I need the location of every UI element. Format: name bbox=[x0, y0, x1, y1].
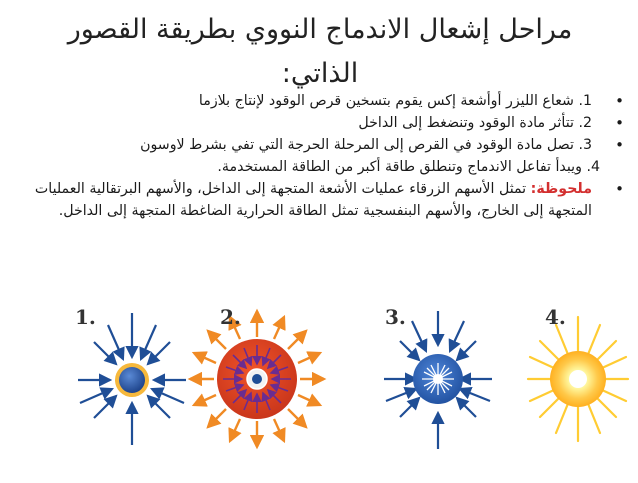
note-label: ملحوظة: bbox=[530, 181, 592, 197]
note-item bbox=[10, 178, 630, 222]
stage-1-group bbox=[78, 313, 186, 445]
stage-4-group bbox=[528, 317, 628, 441]
stage-label-2: 2. bbox=[220, 305, 241, 329]
stages-svg bbox=[0, 305, 638, 479]
ignition-stages-diagram bbox=[0, 305, 638, 479]
bullet-item-2 bbox=[10, 112, 630, 134]
bullet-number: 1. bbox=[578, 93, 592, 109]
bullet-dot: • bbox=[615, 136, 624, 154]
bullet-item-3 bbox=[10, 134, 630, 156]
stage-label-1: 1. bbox=[75, 305, 96, 329]
note-text: تمثل الأسهم الزرقاء عمليات الأشعة المتجهة إلى الداخل، والأسهم البرتقالية العمليات المتجهة إلى الخارج، والأسهم البنفسجية تمثل الطاقة الحرارية الضاغطة المتجهة إلى الداخل. bbox=[34, 181, 592, 219]
bullet-number: 2. bbox=[578, 115, 592, 131]
bullet-item-4 bbox=[10, 156, 630, 178]
stage-2-core bbox=[252, 374, 262, 384]
bullet-dot: • bbox=[615, 180, 624, 198]
title-line-1: مراحل إشعال الاندماج النووي بطريقة القصور bbox=[67, 14, 573, 45]
bullet-number: 4. bbox=[586, 159, 600, 175]
stage-2-group bbox=[190, 311, 324, 447]
bullet-text: ويبدأ تفاعل الاندماج وتنطلق طاقة أكبر من الطاقة المستخدمة. bbox=[217, 159, 582, 175]
title-line-2: الذاتي: bbox=[281, 58, 359, 89]
bullet-dot: • bbox=[615, 92, 624, 110]
bullet-text: شعاع الليزر أوأشعة إكس يقوم بتسخين قرص الوقود لإنتاج بلازما bbox=[198, 93, 574, 109]
stage-1-fuel-pellet bbox=[119, 367, 145, 393]
stage-4-burst-core bbox=[569, 370, 587, 388]
stage-3-group bbox=[384, 311, 492, 449]
slide-title bbox=[40, 8, 600, 96]
stage-3-hot-spot bbox=[433, 374, 443, 384]
bullet-text: تتأثر مادة الوقود وتنضغط إلى الداخل bbox=[358, 115, 574, 131]
bullet-text: تصل مادة الوقود في القرص إلى المرحلة الحرجة التي تفي بشرط لاوسون bbox=[140, 137, 574, 153]
bullet-number: 3. bbox=[578, 137, 592, 153]
stage-label-3: 3. bbox=[385, 305, 406, 329]
stage-label-4: 4. bbox=[545, 305, 566, 329]
bullet-list bbox=[10, 90, 630, 222]
bullet-item-1 bbox=[10, 90, 630, 112]
bullet-dot: • bbox=[615, 114, 624, 132]
